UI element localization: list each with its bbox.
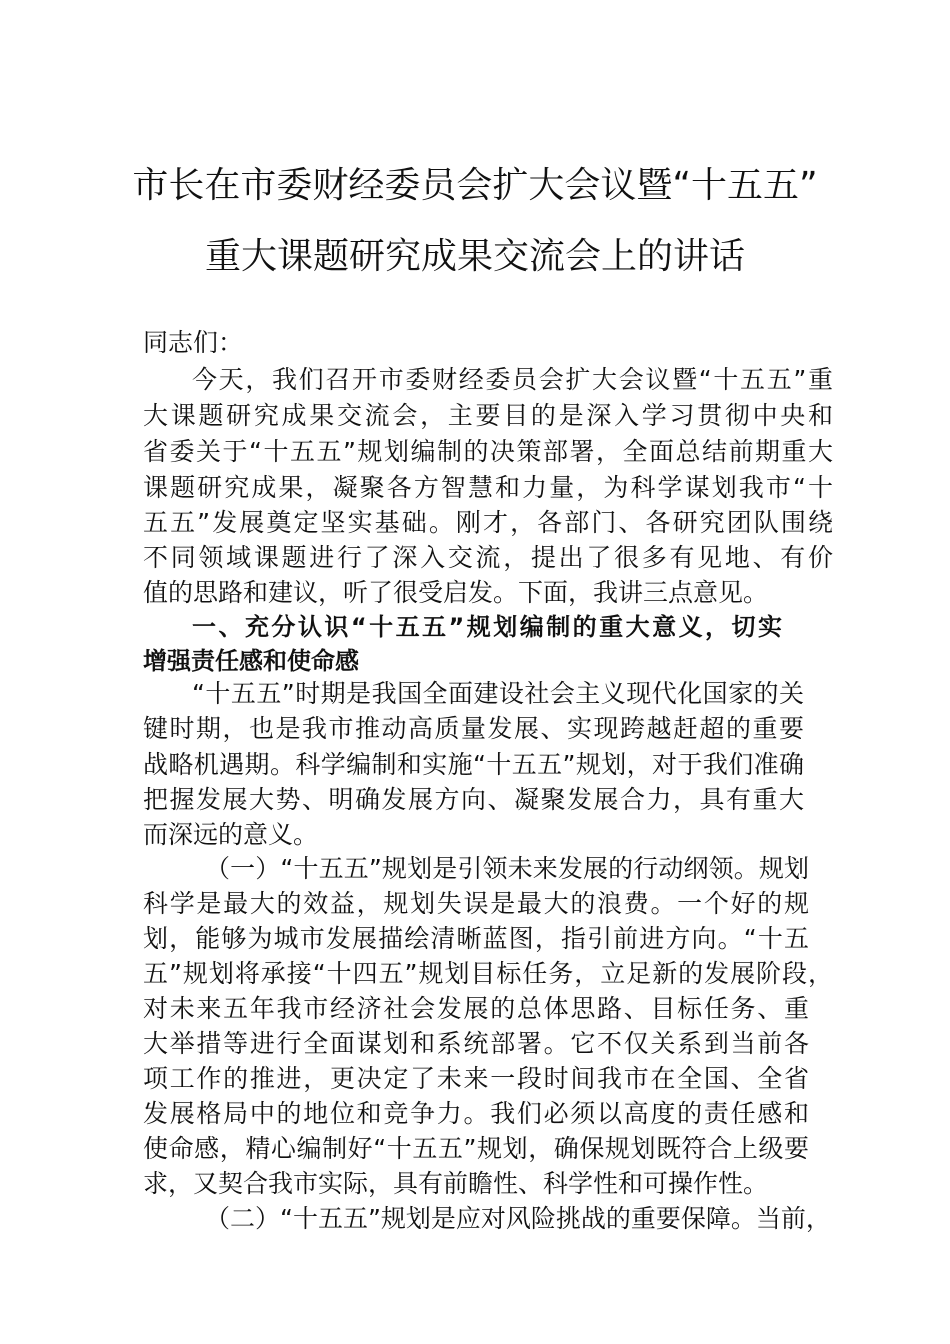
body-line: 课题研究成果，凝聚各方智慧和力量，为科学谋划我市“十: [143, 473, 833, 502]
document-title-line-2: 重大课题研究成果交流会上的讲话: [204, 236, 745, 277]
body-line: 对未来五年我市经济社会发展的总体思路、目标任务、重: [143, 994, 809, 1023]
document-title-line-1: 市长在市委财经委员会扩大会议暨“十五五”: [132, 165, 818, 206]
body-line: 省委关于“十五五”规划编制的决策部署，全面总结前期重大: [143, 437, 833, 466]
body-line: 而深远的意义。: [143, 820, 319, 849]
body-line: 科学是最大的效益，规划失误是最大的浪费。一个好的规: [143, 889, 809, 918]
body-line: 键时期，也是我市推动高质量发展、实现跨越赶超的重要: [143, 714, 804, 743]
body-line: 求，又契合我市实际，具有前瞻性、科学性和可操作性。: [143, 1169, 769, 1198]
body-line: “十五五”时期是我国全面建设社会主义现代化国家的关: [192, 679, 804, 708]
body-line: 发展格局中的地位和竞争力。我们必须以高度的责任感和: [143, 1099, 809, 1128]
body-line: 战略机遇期。科学编制和实施“十五五”规划，对于我们准确: [143, 750, 804, 779]
body-line: 不同领域课题进行了深入交流，提出了很多有见地、有价: [143, 543, 833, 572]
body-line: 五”规划将承接“十四五”规划目标任务，立足新的发展阶段，: [143, 959, 833, 988]
section-heading: 一、充分认识“十五五”规划编制的重大意义，切实: [192, 613, 782, 641]
body-line: 划，能够为城市发展描绘清晰蓝图，指引前进方向。“十五: [143, 924, 809, 953]
salutation: 同志们：: [143, 328, 244, 357]
body-line: 使命感，精心编制好“十五五”规划，确保规划既符合上级要: [143, 1134, 809, 1163]
section-heading: 增强责任感和使命感: [143, 647, 359, 675]
body-line: 把握发展大势、明确发展方向、凝聚发展合力，具有重大: [143, 785, 804, 814]
body-line: 大举措等进行全面谋划和系统部署。它不仅关系到当前各: [143, 1029, 809, 1058]
body-line: 五五”发展奠定坚实基础。刚才，各部门、各研究团队围绕: [143, 508, 833, 537]
subsection-line: （一）“十五五”规划是引领未来发展的行动纲领。规划: [205, 854, 809, 883]
body-line: 今天，我们召开市委财经委员会扩大会议暨“十五五”重: [192, 365, 833, 394]
body-line: 项工作的推进，更决定了未来一段时间我市在全国、全省: [143, 1064, 809, 1093]
subsection-line: （二）“十五五”规划是应对风险挑战的重要保障。当前，: [205, 1204, 831, 1233]
body-line: 大课题研究成果交流会，主要目的是深入学习贯彻中央和: [143, 401, 833, 430]
body-line: 值的思路和建议，听了很受启发。下面，我讲三点意见。: [143, 578, 769, 607]
